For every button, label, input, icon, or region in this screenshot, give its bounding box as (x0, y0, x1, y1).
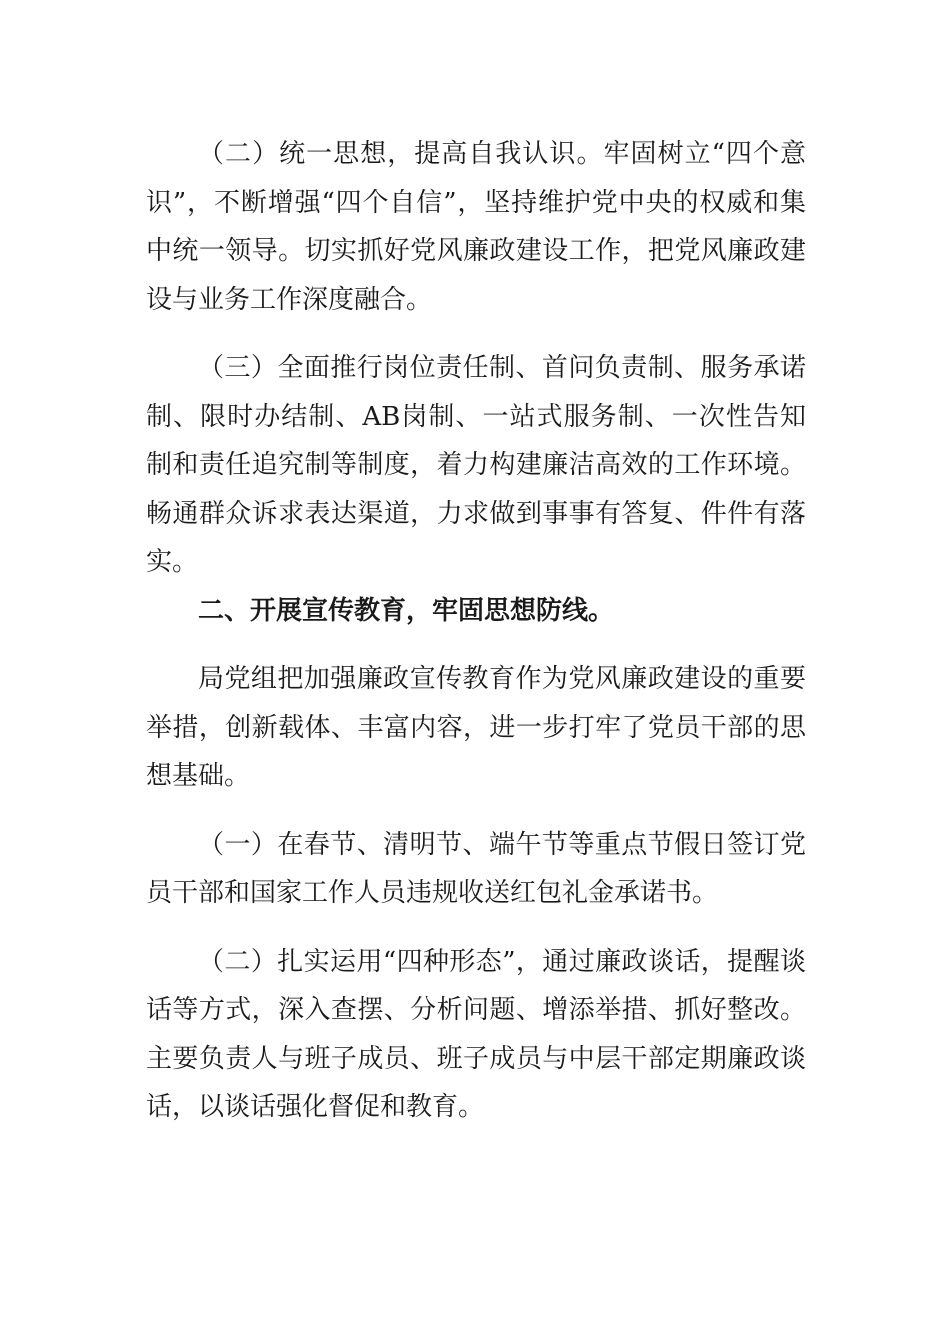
paragraph-party-group-education: 局党组把加强廉政宣传教育作为党风廉政建设的重要举措，创新载体、丰富内容，进一步打牢了党员干部的思想基础。 (146, 664, 806, 791)
section-heading-education: 二、开展宣传教育，牢固思想防线。 (198, 595, 615, 626)
paragraph-unify-thinking: （二）统一思想，提高自我认识。牢固树立“四个意识”，不断增强“四个自信”，坚持维护党中央的权威和集中统一领导。切实抓好党风廉政建设工作，把党风廉政建设与业务工作深度融合。 (146, 139, 806, 315)
document-body (146, 130, 806, 1132)
paragraph-responsibility-systems: （三）全面推行岗位责任制、首问负责制、服务承诺制、限时办结制、AB岗制、一站式服务制、一次性告知制和责任追究制等制度，着力构建廉洁高效的工作环境。畅通群众诉求表达渠道，力求做到事事有答复、件件有落实。 (146, 353, 806, 577)
paragraph-holiday-commitment: （一）在春节、清明节、端午节等重点节假日签订党员干部和国家工作人员违规收送红包礼金承诺书。 (146, 829, 806, 908)
paragraph-four-forms: （二）扎实运用“四种形态”，通过廉政谈话，提醒谈话等方式，深入查摆、分析问题、增添举措、抓好整改。主要负责人与班子成员、班子成员与中层干部定期廉政谈话，以谈话强化督促和教育。 (146, 946, 806, 1122)
